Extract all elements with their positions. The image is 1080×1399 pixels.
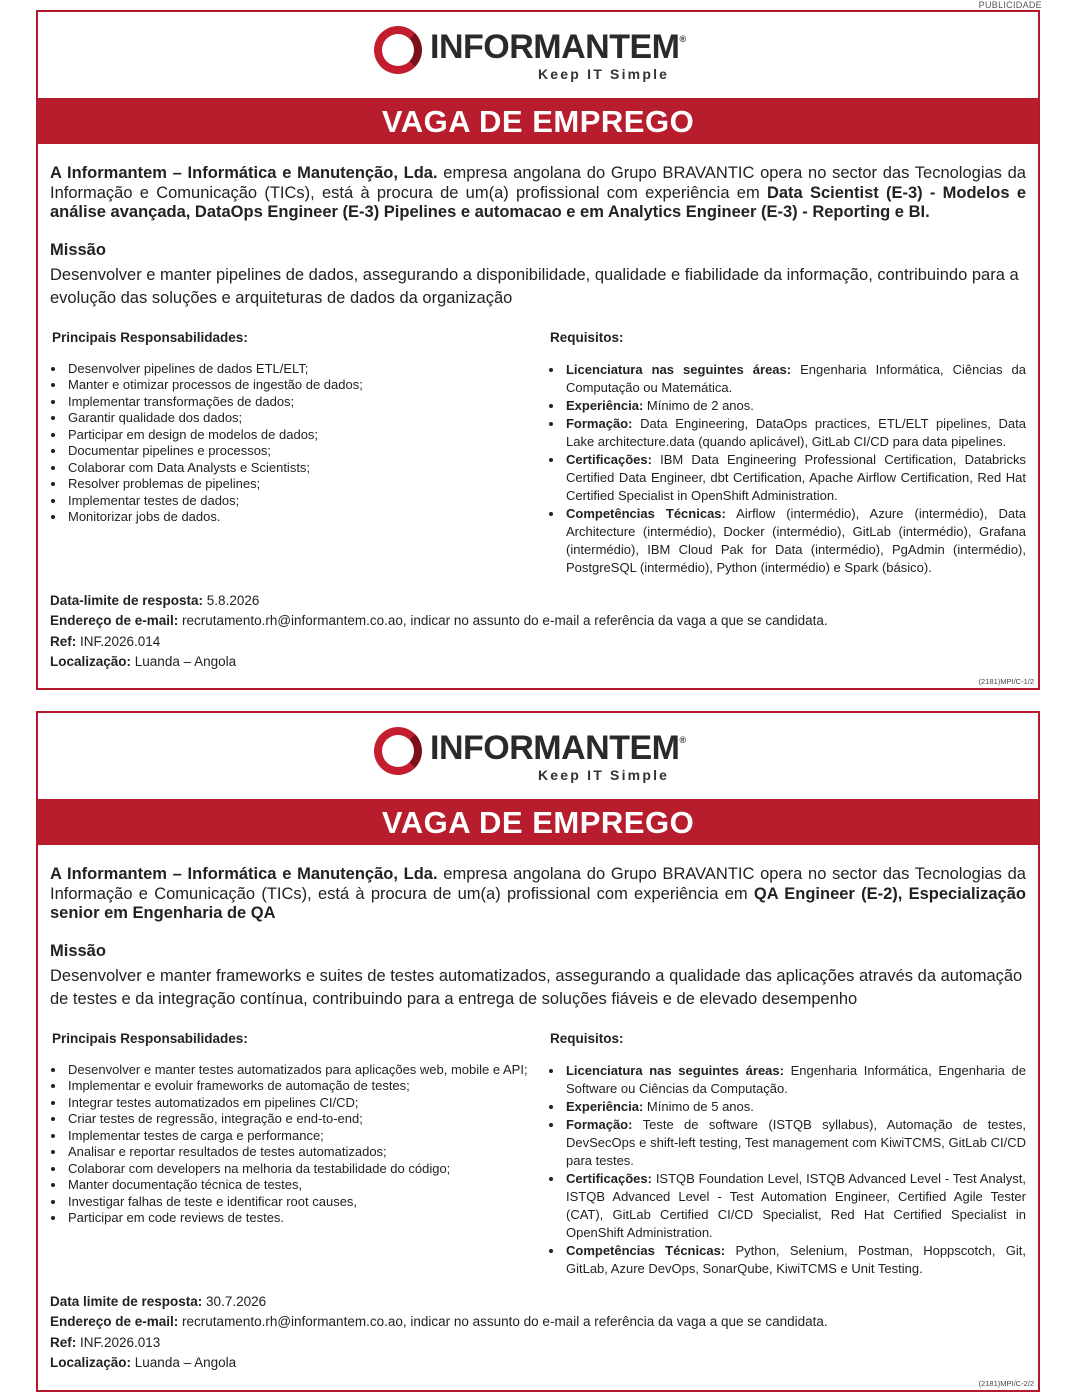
list-item: • Monitorizar jobs de dados. — [66, 509, 532, 526]
logo-text: INFORMANTEM — [430, 729, 680, 767]
deadline-row — [50, 1292, 1026, 1313]
intro-text: empresa angolana do Grupo BRAVANTIC opera no sector das Tecnologias da Informação e Comunicação (TICs), está à procura de um(a) profissional com experiência em — [50, 164, 1026, 202]
application-info — [50, 591, 1026, 673]
ref-value: INF.2026.014 — [76, 633, 161, 649]
list-item — [564, 1116, 1026, 1170]
list-item — [564, 1098, 1026, 1116]
ad-code: (2181)MPI/C-2/2 — [978, 1379, 1034, 1388]
deadline-value: 30.7.2026 — [202, 1293, 267, 1309]
requisito-label: Experiência: — [565, 397, 644, 413]
missao-heading: Missão — [50, 941, 106, 960]
responsabilidades-list — [50, 361, 532, 526]
logo-ring-icon — [374, 727, 422, 775]
ref-label: Ref: — [50, 1334, 77, 1350]
list-item: • Integrar testes automatizados em pipelines CI/CD; — [66, 1095, 532, 1112]
location-label: Localização: — [50, 1355, 132, 1370]
list-item — [564, 505, 1026, 577]
requisito-text: Airflow (intermédio), Azure (intermédio), Data Architecture (intermédio), Docker (intermédio), GitLab (intermédio), Grafana (intermédio), IBM Cloud Pak for Data (intermédio), PgAdmin (intermédio), PostgreSQL (intermédio), Python (intermédio) e Spark (básico). — [565, 505, 1026, 575]
list-item — [564, 415, 1026, 451]
requisito-text: Data Engineering, DataOps practices, ETL/ELT pipelines, Data Lake architecture.data (quando aplicável), GitLab CI/CD para data pipelines. — [565, 415, 1026, 449]
requisito-text: IBM Data Engineering Professional Certification, Databricks Certified Data Engineer, dbt Certification, Apache Airflow Certification, Red Hat Certified Specialist in OpenShift Administration. — [565, 451, 1026, 503]
requisito-label: Formação: — [565, 415, 633, 431]
list-item — [564, 397, 1026, 415]
list-item: • Desenvolver pipelines de dados ETL/ELT; — [66, 361, 532, 378]
requisito-label: Competências Técnicas: — [565, 1242, 726, 1258]
deadline-row — [50, 591, 1026, 612]
registered-mark: ® — [679, 735, 686, 745]
list-item: • Resolver problemas de pipelines; — [66, 476, 532, 493]
responsabilidades-section — [50, 1031, 548, 1278]
company-logo — [38, 713, 1038, 799]
list-item: • Manter e otimizar processos de ingestão de dados; — [66, 377, 532, 394]
missao-text: Desenvolver e manter pipelines de dados, assegurando a disponibilidade, qualidade e fiabilidade da informação, contribuindo para a evolução das soluções e arquiteturas de dados da organização — [50, 265, 1019, 307]
banner-title: VAGA DE EMPREGO — [38, 98, 1038, 144]
intro-paragraph — [50, 865, 1026, 924]
logo-text: INFORMANTEM — [430, 28, 680, 66]
requisito-label: Competências Técnicas: — [565, 505, 726, 521]
deadline-label: Data-limite de resposta: — [50, 592, 204, 608]
job-ad-2 — [36, 711, 1040, 1392]
list-item: • Implementar testes de carga e performance; — [66, 1128, 532, 1145]
ref-value: INF.2026.013 — [76, 1334, 161, 1350]
list-item: • Garantir qualidade dos dados; — [66, 410, 532, 427]
requisito-text: Engenharia Informática, Ciências da Computação ou Matemática. — [565, 361, 1026, 395]
list-item: • Colaborar com developers na melhoria da testabilidade do código; — [66, 1161, 532, 1178]
list-item — [564, 1242, 1026, 1278]
registered-mark: ® — [679, 34, 686, 44]
requisito-text: Mínimo de 5 anos. — [643, 1098, 754, 1114]
requisitos-list — [548, 361, 1026, 577]
responsabilidades-section — [50, 330, 548, 577]
publicidade-label: PUBLICIDADE — [978, 0, 1042, 10]
application-info — [50, 1292, 1026, 1374]
logo-tagline: Keep IT Simple — [538, 66, 670, 82]
location-row — [50, 652, 1026, 673]
requisito-label: Certificações: — [565, 1170, 652, 1186]
missao-text: Desenvolver e manter frameworks e suites de testes automatizados, assegurando a qualidade das aplicações através da automação de testes e da integração contínua, contribuindo para a entrega de soluções fiáveis e de elevado desempenho — [50, 966, 1023, 1008]
requisito-label: Licenciatura nas seguintes áreas: — [565, 1062, 784, 1078]
email-label: Endereço de e-mail: — [50, 613, 179, 628]
list-item: • Participar em code reviews de testes. — [66, 1210, 532, 1227]
requisito-label: Certificações: — [565, 451, 652, 467]
requisito-label: Licenciatura nas seguintes áreas: — [565, 361, 792, 377]
list-item: • Implementar transformações de dados; — [66, 394, 532, 411]
role-title: QA Engineer (E-2), Especialização senior em Engenharia de QA — [50, 884, 1026, 922]
ref-row — [50, 632, 1026, 653]
requisito-text: Python, Selenium, Postman, Hoppscotch, Git, GitLab, Azure DevOps, SonarQube, KiwiTCMS e Unit Testing. — [565, 1242, 1026, 1276]
missao-heading: Missão — [50, 240, 106, 259]
location-row — [50, 1353, 1026, 1374]
requisitos-heading: Requisitos: — [549, 1030, 624, 1046]
list-item — [564, 1170, 1026, 1242]
requisitos-section — [548, 330, 1026, 577]
list-item: • Participar em design de modelos de dados; — [66, 427, 532, 444]
role-title: Data Scientist (E-3) - Modelos e análise avançada, DataOps Engineer (E-3) Pipelines e automacao e em Analytics Engineer (E-3) - Reporting e BI. — [50, 183, 1026, 221]
intro-paragraph — [50, 164, 1026, 223]
company-name: A Informantem – Informática e Manutenção, Lda. — [50, 164, 438, 182]
list-item: • Documentar pipelines e processos; — [66, 443, 532, 460]
deadline-value: 5.8.2026 — [203, 592, 260, 608]
requisito-label: Experiência: — [565, 1098, 644, 1114]
list-item: • Criar testes de regressão, integração e end-to-end; — [66, 1111, 532, 1128]
list-item — [564, 1062, 1026, 1098]
ref-label: Ref: — [50, 633, 77, 649]
job-ad-1 — [36, 10, 1040, 690]
company-logo — [38, 12, 1038, 98]
deadline-label: Data limite de resposta: — [50, 1293, 203, 1309]
email-value: recrutamento.rh@informantem.co.ao, indicar no assunto do e-mail a referência da vaga a que se candidata. — [178, 613, 828, 628]
ad-code: (2181)MPI/C-1/2 — [978, 677, 1034, 686]
requisito-label: Formação: — [565, 1116, 633, 1132]
logo-tagline: Keep IT Simple — [538, 767, 670, 783]
company-name: A Informantem – Informática e Manutenção, Lda. — [50, 865, 438, 883]
list-item: • Implementar e evoluir frameworks de automação de testes; — [66, 1078, 532, 1095]
list-item — [564, 361, 1026, 397]
list-item: • Desenvolver e manter testes automatizados para aplicações web, mobile e API; — [66, 1062, 532, 1079]
location-value: Luanda – Angola — [131, 1355, 237, 1370]
email-label: Endereço de e-mail: — [50, 1314, 179, 1329]
requisito-text: ISTQB Foundation Level, ISTQB Advanced Level - Test Analyst, ISTQB Advanced Level - Test Automation Engineer, Certified Agile Tester (CAT), GitLab Certified CI/CD Specialist, Red Hat Certified Specialist in OpenShift Administration. — [565, 1170, 1026, 1240]
list-item: • Analisar e reportar resultados de testes automatizados; — [66, 1144, 532, 1161]
intro-text: empresa angolana do Grupo BRAVANTIC opera no sector das Tecnologias da Informação e Comunicação (TICs), está à procura de um(a) profissional com experiência em — [50, 865, 1026, 903]
email-row — [50, 1312, 1026, 1333]
email-value: recrutamento.rh@informantem.co.ao, indicar no assunto do e-mail a referência da vaga a que se candidata. — [178, 1314, 828, 1329]
requisito-text: Mínimo de 2 anos. — [643, 397, 754, 413]
location-value: Luanda – Angola — [131, 654, 237, 669]
list-item: • Colaborar com Data Analysts e Scientists; — [66, 460, 532, 477]
requisitos-list — [548, 1062, 1026, 1278]
requisitos-section — [548, 1031, 1026, 1278]
list-item: • Manter documentação técnica de testes, — [66, 1177, 532, 1194]
banner-title: VAGA DE EMPREGO — [38, 799, 1038, 845]
requisito-text: Engenharia Informática, Engenharia de Software ou Ciências da Computação. — [565, 1062, 1026, 1096]
logo-ring-icon — [374, 26, 422, 74]
location-label: Localização: — [50, 654, 132, 669]
responsabilidades-heading: Principais Responsabilidades: — [52, 1030, 248, 1046]
requisito-text: Teste de software (ISTQB syllabus), Automação de testes, DevSecOps e shift-left testing, Test management com KiwiTCMS, GitLab CI/CD para testes. — [565, 1116, 1026, 1168]
responsabilidades-list — [50, 1062, 532, 1227]
email-row — [50, 611, 1026, 632]
responsabilidades-heading: Principais Responsabilidades: — [52, 329, 248, 345]
requisitos-heading: Requisitos: — [549, 329, 624, 345]
list-item: • Investigar falhas de teste e identificar root causes, — [66, 1194, 532, 1211]
ref-row — [50, 1333, 1026, 1354]
list-item: • Implementar testes de dados; — [66, 493, 532, 510]
list-item — [564, 451, 1026, 505]
